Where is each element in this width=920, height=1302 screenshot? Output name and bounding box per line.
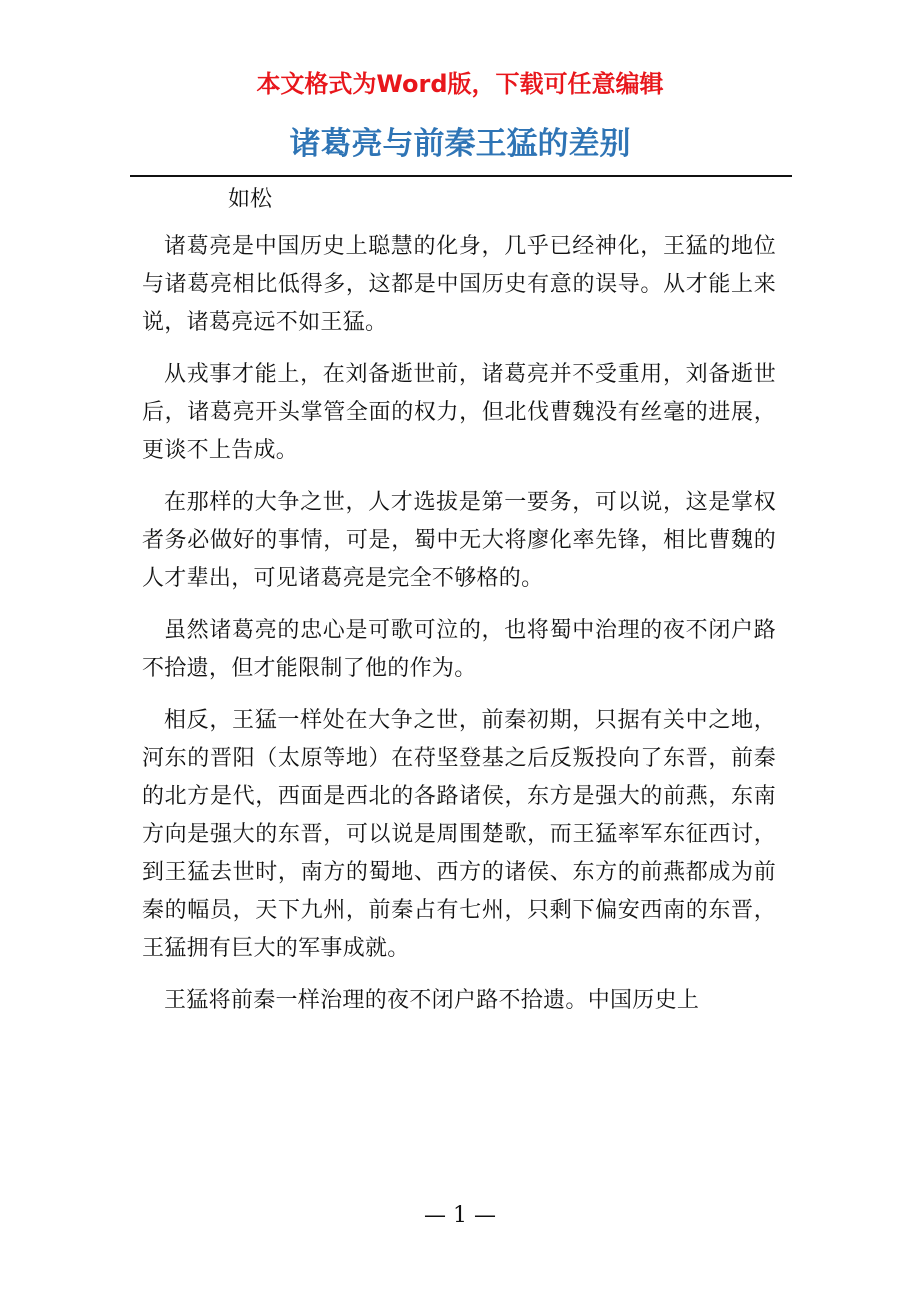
paragraph: 从戎事才能上，在刘备逝世前，诸葛亮并不受重用，刘备逝世后，诸葛亮开头掌管全面的权力，但北伐曹魏没有丝毫的进展，更谈不上告成。 [142, 362, 776, 463]
title-divider [130, 175, 792, 177]
paragraph: 诸葛亮是中国历史上聪慧的化身，几乎已经神化，王猛的地位与诸葛亮相比低得多，这都是中国历史有意的误导。从才能上来说，诸葛亮远不如王猛。 [142, 234, 776, 335]
paragraph: 在那样的大争之世，人才选拔是第一要务，可以说，这是掌权者务必做好的事情，可是，蜀中无大将廖化率先锋，相比曹魏的人才辈出，可见诸葛亮是完全不够格的。 [142, 490, 776, 591]
paragraph: 虽然诸葛亮的忠心是可歌可泣的，也将蜀中治理的夜不闭户路不拾遗，但才能限制了他的作为。 [142, 618, 776, 681]
paragraph: 相反，王猛一样处在大争之世，前秦初期，只据有关中之地，河东的晋阳（太原等地）在苻坚登基之后反叛投向了东晋，前秦的北方是代，西面是西北的各路诸侯，东方是强大的前燕，东南方向是强大的东晋，可以说是周围楚歌，而王猛率军东征西讨，到王猛去世时，南方的蜀地、西方的诸侯、东方的前燕都成为前秦的幅员，天下九州，前秦占有七州，只剩下偏安西南的东晋，王猛拥有巨大的军事成就。 [142, 708, 776, 961]
download-notice: 本文格式为Word版，下载可任意编辑 [256, 70, 664, 98]
author-name: 如松 [228, 187, 273, 212]
article-body [142, 228, 776, 1034]
article-title: 诸葛亮与前秦王猛的差别 [289, 126, 631, 162]
paragraph: 王猛将前秦一样治理的夜不闭户路不拾遗。中国历史上 [164, 988, 700, 1013]
page-number: — 1 — [424, 1203, 496, 1228]
